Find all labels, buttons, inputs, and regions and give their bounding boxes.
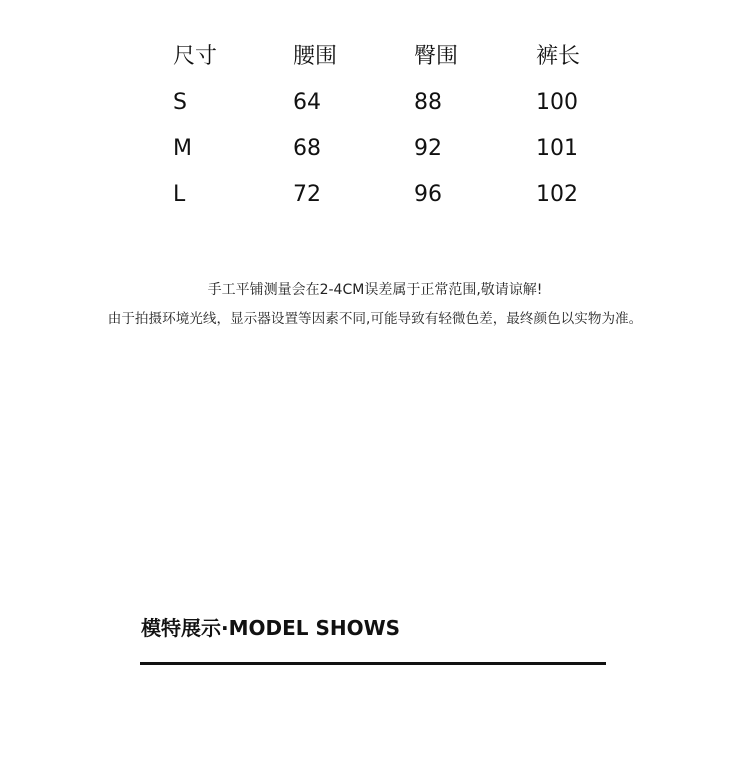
header-length: 裤长 bbox=[536, 44, 581, 69]
row-s-length: 100 bbox=[536, 90, 578, 115]
model-shows-title: 模特展示·MODEL SHOWS bbox=[141, 616, 401, 640]
row-s-hip: 88 bbox=[414, 90, 442, 115]
size-table bbox=[0, 0, 750, 240]
row-m-hip: 92 bbox=[414, 136, 442, 161]
color-disclaimer-note: 由于拍摄环境光线，显示器设置等因素不同,可能导致有轻微色差，最终颜色以实物为准。 bbox=[107, 311, 643, 327]
row-m-size: M bbox=[173, 136, 192, 161]
row-l-length: 102 bbox=[536, 182, 578, 207]
row-l-size: L bbox=[173, 182, 186, 207]
row-s-waist: 64 bbox=[293, 90, 321, 115]
header-size: 尺寸 bbox=[173, 44, 218, 69]
row-l-waist: 72 bbox=[293, 182, 321, 207]
header-waist: 腰围 bbox=[293, 44, 338, 69]
row-s-size: S bbox=[173, 90, 187, 115]
row-m-length: 101 bbox=[536, 136, 578, 161]
row-l-hip: 96 bbox=[414, 182, 442, 207]
row-m-waist: 68 bbox=[293, 136, 321, 161]
header-hip: 臀围 bbox=[414, 44, 459, 69]
measurement-note: 手工平铺测量会在2-4CM误差属于正常范围,敬请谅解! bbox=[207, 282, 543, 298]
section-divider bbox=[140, 662, 606, 665]
